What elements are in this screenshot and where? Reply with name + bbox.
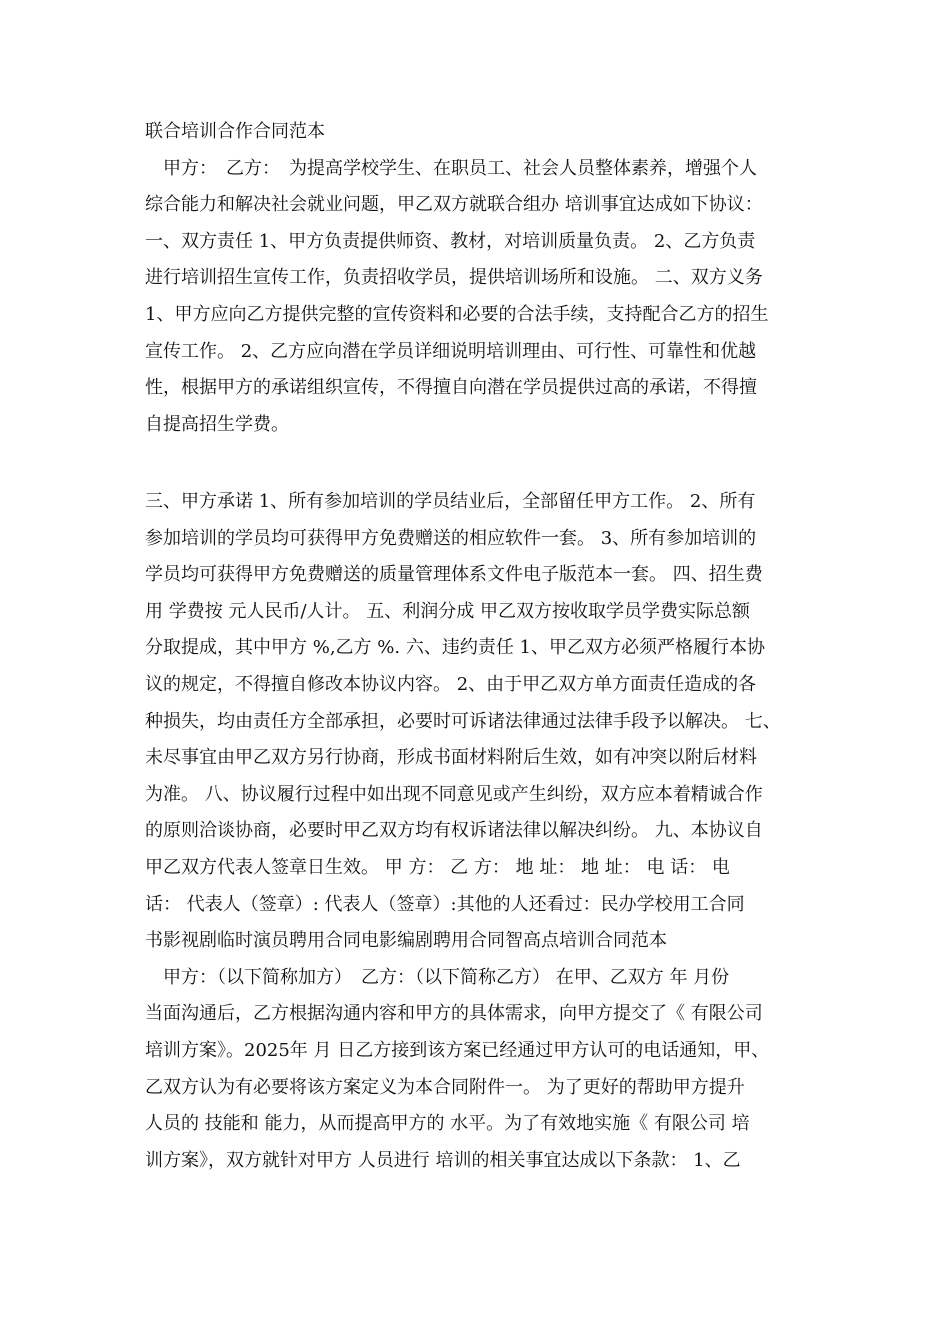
text-line: 三、甲方承诺 1、所有参加培训的学员结业后，全部留任甲方工作。 2、所有 [145,491,756,512]
text-line: 进行培训招生宣传工作，负责招收学员，提供培训场所和设施。 二、双方义务 [145,267,763,289]
text-line: 自提高招生学费。 [145,413,289,435]
text-line: 性，根据甲方的承诺组织宣传，不得擅自向潜在学员提供过高的承诺，不得擅 [145,377,757,399]
text-line: 培训方案》。2025年 月 日乙方接到该方案已经通过甲方认可的电话通知，甲、 [145,1039,770,1061]
text-line: 种损失，均由责任方全部承担，必要时可诉诸法律通过法律手段予以解决。 七、 [145,710,781,732]
text-line: 用 学费按 元人民币/人计。 五、利润分成 甲乙双方按收取学员学费实际总额 [145,600,750,622]
text-line: 1、甲方应向乙方提供完整的宣传资料和必要的合法手续，支持配合乙方的招生 [145,303,769,325]
text-line: 宣传工作。 2、乙方应向潜在学员详细说明培训理由、可行性、可靠性和优越 [145,340,757,362]
text-line: 的原则洽谈协商，必要时甲乙双方均有权诉诸法律以解决纠纷。 九、本协议自 [145,820,763,842]
text-line: 甲乙双方代表人签章日生效。 甲 方： 乙 方： 地 址： 地 址： 电 话： 电 [145,856,730,878]
text-line: 分取提成，其中甲方 %,乙方 %. 六、违约责任 1、甲乙双方必须严格履行本协 [145,637,765,659]
text-line: 学员均可获得甲方免费赠送的质量管理体系文件电子版范本一套。 四、招生费 [145,564,763,586]
paragraph-1 [145,114,815,443]
text-line: 综合能力和解决社会就业问题，甲乙双方就联合组办 培训事宜达成如下协议： [145,194,763,216]
text-line: 参加培训的学员均可获得甲方免费赠送的相应软件一套。 3、所有参加培训的 [145,527,757,549]
text-line: 甲方： 乙方： 为提高学校学生、在职员工、社会人员整体素养，增强个人 [145,157,757,179]
text-line: 乙双方认为有必要将该方案定义为本合同附件一。 为了更好的帮助甲方提升 [145,1076,745,1098]
text-line: 训方案》，双方就针对甲方 人员进行 培训的相关事宜达成以下条款： 1、乙 [145,1149,741,1171]
text-line: 甲方：（以下简称加方） 乙方：（以下简称乙方） 在甲、乙双方 年 月份 [145,966,730,988]
text-line: 一、双方责任 1、甲方负责提供师资、教材，对培训质量负责。 2、乙方负责 [145,230,756,252]
text-line: 未尽事宜由甲乙双方另行协商，形成书面材料附后生效，如有冲突以附后材料 [145,747,757,769]
document-title: 联合培训合作合同范本 [145,121,325,142]
text-line: 议的规定，不得擅自修改本协议内容。 2、由于甲乙双方单方面责任造成的各 [145,673,757,695]
text-line: 为准。 八、协议履行过程中如出现不同意见或产生纠纷，双方应本着精诚合作 [145,783,763,805]
text-line: 话： 代表人（签章）: 代表人（签章）:其他的人还看过：民办学校用工合同 [145,893,745,915]
text-line: 人员的 技能和 能力，从而提高甲方的 水平。为了有效地实施《 有限公司 培 [145,1113,750,1135]
text-line: 当面沟通后，乙方根据沟通内容和甲方的具体需求，向甲方提交了《 有限公司 [145,1003,763,1025]
paragraph-2 [145,484,815,1179]
text-line: 书影视剧临时演员聘用合同电影编剧聘用合同智高点培训合同范本 [145,930,667,952]
